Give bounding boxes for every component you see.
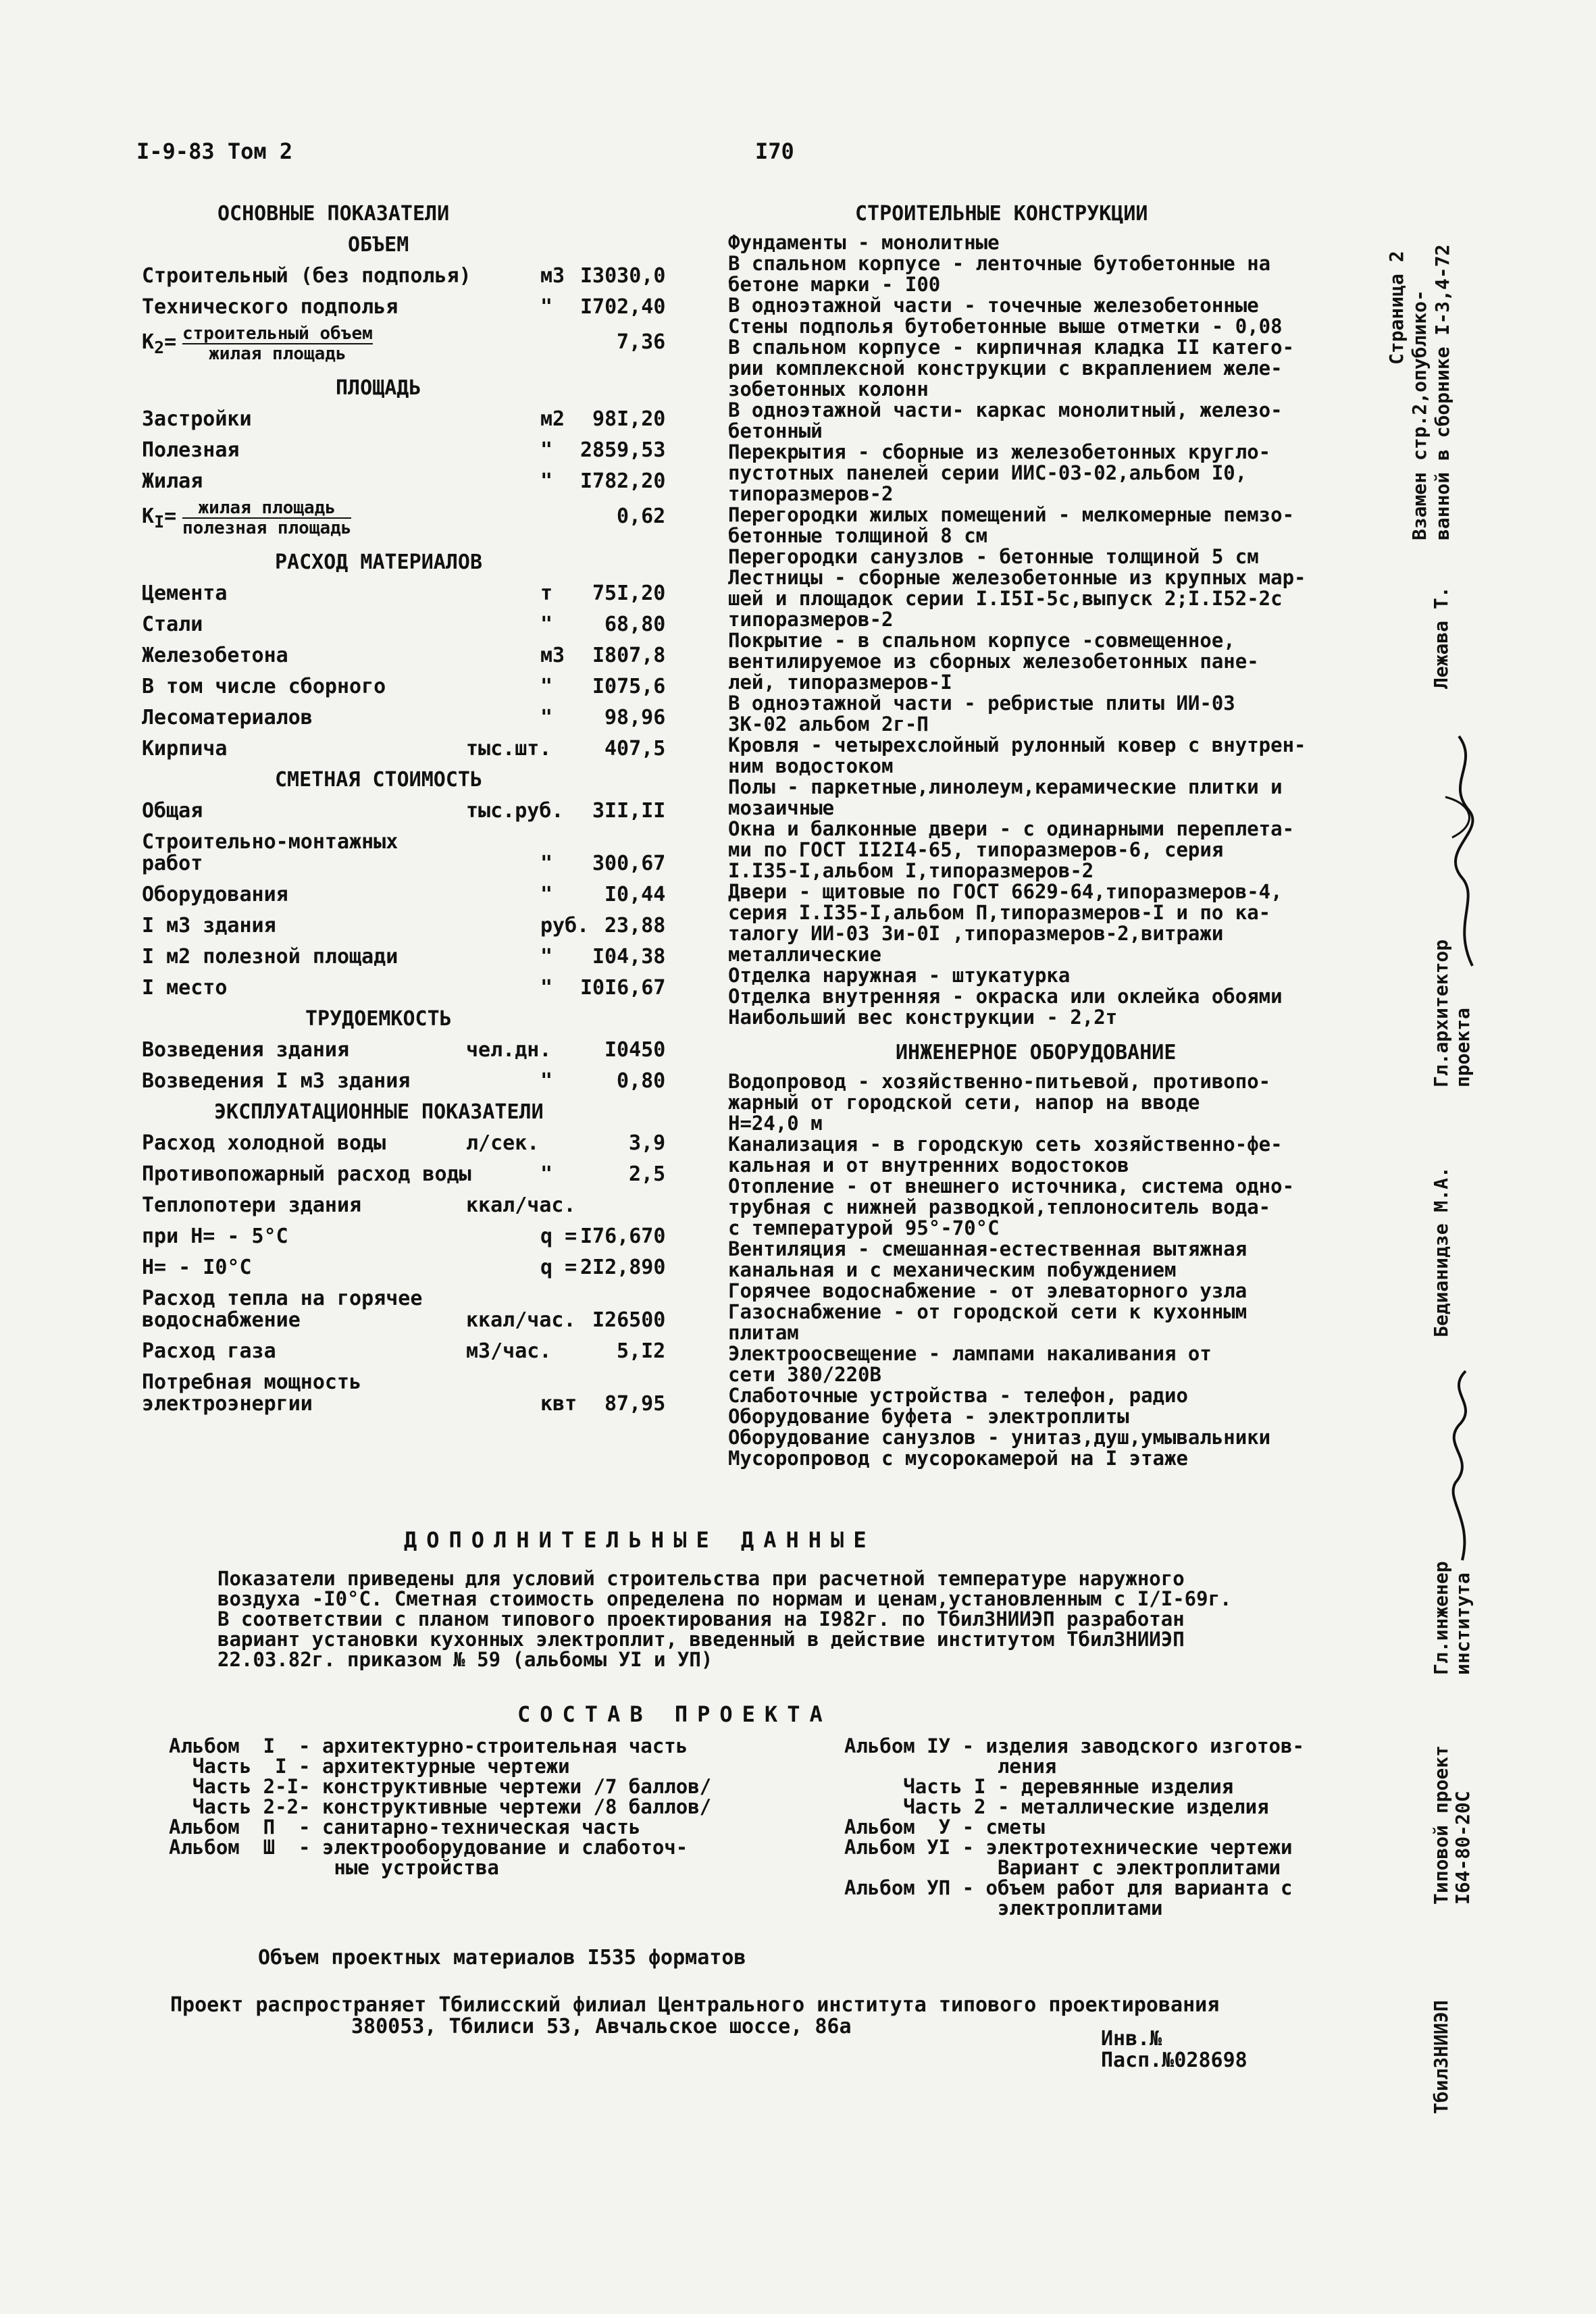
section-heading: СМЕТНАЯ СТОИМОСТЬ [275,768,483,792]
architect-signature [1432,723,1493,979]
row-label: I место [142,976,228,1000]
volume-text: Объем проектных материалов I535 форматов [258,1946,746,1970]
composition-right-line: Вариант с электроплитами [844,1856,1281,1879]
coefficient-prefix: К [142,330,155,354]
construction-line: металлические [728,943,881,966]
construction-line: Кровля - четырехслойный рулонный ковер с внутрен- [728,734,1306,756]
additional-line: вариант установки кухонных электроплит, введенный в действие институтом ТбилЗНИИЭП [217,1628,1185,1651]
row-label: Жилая [142,469,203,493]
row-label: Расход газа [142,1339,276,1363]
row-value: 5,I2 [617,1339,666,1363]
row-label: Н= - I0°С [142,1256,252,1279]
row-unit: " [540,675,553,698]
section-heading: ТРУДОЕМКОСТЬ [305,1007,452,1031]
row-label: Оборудования [142,883,288,906]
composition-left-line: Часть I - архитектурные чертежи [169,1755,570,1778]
row-value: 2,5 [629,1162,666,1186]
composition-right-line: Альбом УП - объем работ для варианта с [844,1876,1293,1899]
row-label: Технического подполья [142,295,398,319]
row-value: 23,88 [604,914,666,937]
row-value: I0450 [604,1038,666,1062]
row-label: Стали [142,613,203,636]
row-unit: тыс.шт. [466,737,552,761]
row-value: I76,670 [580,1225,666,1248]
row-unit: м3/час. [466,1339,552,1363]
construction-line: Перегородки санузлов - бетонные толщиной 5 см [728,545,1259,568]
row-label: Возведения I м3 здания [142,1069,411,1093]
row-label: Расход тепла на горячее [142,1287,423,1310]
construction-line: Отделка наружная - штукатурка [728,964,1071,987]
row-value: 98,96 [604,706,666,729]
sidebar-project-2: I64-80-20С [1451,1791,1474,1905]
row-label: Возведения здания [142,1038,350,1062]
additional-line: Показатели приведены для условий строительства при расчетной температуре наружного [217,1567,1185,1590]
construction-line: В одноэтажной части - точечные железобетонные [728,294,1259,317]
composition-right-line: электроплитами [844,1897,1163,1920]
row-value: I26500 [592,1308,666,1332]
construction-line: мозаичные [728,796,835,819]
section-heading: ЭКСПЛУАТАЦИОННЫЕ ПОКАЗАТЕЛИ [214,1100,544,1124]
row-label: при Н= - 5°С [142,1225,288,1248]
equipment-line: Газоснабжение - от городской сети к кухонным [728,1300,1247,1323]
row-value: 3,9 [629,1131,666,1155]
row-unit: " [540,613,553,636]
construction-line: В спальном корпусе - кирпичная кладка II катего- [728,336,1295,359]
equipment-line: Оборудование буфета - электроплиты [728,1405,1129,1428]
distributor-line1: Проект распространяет Тбилисский филиал Центрального института типового проектирования [170,1993,1220,2017]
row-value: 75I,20 [592,582,666,605]
row-value: 407,5 [604,737,666,761]
row-unit: " [540,883,553,906]
row-unit: м2 [540,407,565,431]
construction-line: Окна и балконные двери - с одинарными переплета- [728,817,1295,840]
sidebar-org: ТбилЗНИИЭП [1430,2000,1452,2114]
row-value: 2859,53 [580,438,666,462]
row-value: 68,80 [604,613,666,636]
construction-line: типоразмеров-2 [728,482,894,505]
row-value: I0,44 [604,883,666,906]
row-value: I04,38 [592,945,666,969]
doc-series: I-9-83 Том 2 [136,138,293,164]
row-label: Цемента [142,582,228,605]
row-label-2: работ [142,852,203,875]
row-unit: " [540,706,553,729]
construction-line: пустотных панелей серии ИИС-03-02,альбом I0, [728,461,1247,484]
row-value: 3II,II [592,799,666,823]
row-label: Строительно-монтажных [142,830,398,854]
equipment-line: Отопление - от внешнего источника, система одно- [728,1175,1295,1198]
row-label: Противопожарный расход воды [142,1162,471,1186]
row-unit: руб. [540,914,590,937]
row-unit: " [540,469,553,493]
construction-line: ЗК-02 альбом 2г-П [728,713,929,736]
sidebar-replace-2: ванной в сборнике I-3,4-72 [1431,244,1453,540]
row-value: I782,20 [580,469,666,493]
additional-line: В соответствии с планом типового проектирования на I982г. по ТбилЗНИИЭП разработан [217,1608,1185,1630]
sidebar-arch-name: Лежава Т. [1430,586,1452,689]
construction-line: типоразмеров-2 [728,608,894,631]
coefficient-symbol: $К_I=$ [142,505,177,532]
coefficient-prefix: К [142,505,155,528]
composition-right-line: Альбом УI - электротехнические чертежи [844,1836,1293,1859]
construction-line: ми по ГОСТ II2I4-65, типоразмеров-6, серия [728,838,1224,861]
row-label: Строительный (без подполья) [142,264,471,288]
coefficient-symbol: $К_2=$ [142,330,177,357]
construction-line: I.I35-I,альбом I,типоразмеров-2 [728,859,1094,882]
construction-line: серия I.I35-I,альбом П,типоразмеров-I и по ка- [728,901,1271,924]
row-label: I м2 полезной площади [142,945,398,969]
equipment-line: кальная и от внутренних водостоков [728,1154,1129,1177]
row-unit: ккал/час. [466,1193,576,1217]
row-unit: " [540,438,553,462]
sidebar-eng-name: Бедианидзе М.А. [1430,1166,1452,1337]
composition-right-line: Альбом IУ - изделия заводского изготов- [844,1734,1304,1757]
row-value: 87,95 [604,1392,666,1416]
equipment-line: Горячее водоснабжение - от элеваторного узла [728,1279,1247,1302]
row-value: 98I,20 [592,407,666,431]
sidebar-eng-role-2: института [1451,1572,1474,1675]
construction-line: Перегородки жилых помещений - мелкомерные пемзо- [728,503,1295,526]
row-unit: квт [540,1392,577,1416]
row-unit: чел.дн. [466,1038,552,1062]
construction-line: талогу ИИ-03 3и-0I ,типоразмеров-2,витражи [728,922,1224,945]
coefficient-fraction [182,498,351,538]
row-unit: q = [540,1225,577,1248]
distributor-line2: 380053, Тбилиси 53, Авчальское шоссе, 86а [351,2015,852,2038]
construction-line: зобетонных колонн [728,378,929,401]
row-label: Застройки [142,407,252,431]
construction-line: Покрытие - в спальном корпусе -совмещенное, [728,629,1235,652]
construction-line: бетонные толщиной 8 см [728,524,988,547]
equipment-line: Вентиляция - смешанная-естественная вытяжная [728,1237,1247,1260]
fraction-numerator: жилая площадь [182,498,351,519]
row-label: Железобетона [142,644,288,667]
row-unit: " [540,945,553,969]
inventory-number: Инв.№ [1101,2027,1162,2051]
equipment-line: Слаботочные устройства - телефон, радио [728,1384,1188,1407]
composition-right-line: Часть 2 - металлические изделия [844,1795,1269,1818]
sidebar-replace-1: Взамен стр.2,опублико- [1408,290,1431,540]
construction-line: шей и площадок серии I.I5I-5с,выпуск 2;I.I52-2с [728,587,1283,610]
sidebar-arch-role-1: Гл.архитектор [1430,939,1452,1087]
row-value: I3030,0 [580,264,666,288]
construction-line: В спальном корпусе - ленточные бутобетонные на [728,252,1271,275]
construction-line: В одноэтажной части - ребристые плиты ИИ-03 [728,692,1235,715]
construction-line: В одноэтажной части- каркас монолитный, железо- [728,398,1283,421]
row-unit: л/сек. [466,1131,540,1155]
row-label: Кирпича [142,737,228,761]
construction-line: Наибольший вес конструкции - 2,2т [728,1006,1118,1029]
equipment-line: Оборудование санузлов - унитаз,душ,умывальники [728,1426,1271,1449]
fraction-numerator: строительный объем [182,324,373,344]
composition-left-line: Альбом I - архитектурно-строительная часть [169,1734,688,1757]
composition-right-line: Альбом У - сметы [844,1816,1045,1839]
indicators-title: ОСНОВНЫЕ ПОКАЗАТЕЛИ [217,202,450,226]
composition-left-line: Часть 2-I- конструктивные чертежи /7 баллов/ [169,1775,712,1798]
construction-line: бетонный [728,419,823,442]
construction-line: Двери - щитовые по ГОСТ 6629-64,типоразмеров-4, [728,880,1283,903]
equipment-line: с температурой 95°-70°С [728,1216,1000,1239]
composition-right-line: ления [844,1755,1057,1778]
row-label: Расход холодной воды [142,1131,386,1155]
equipment-line: Электроосвещение - лампами накаливания от [728,1342,1212,1365]
construction-line: вентилируемое из сборных железобетонных пане- [728,650,1259,673]
row-unit: " [540,295,553,319]
construction-line: Лестницы - сборные железобетонные из крупных мар- [728,566,1306,589]
equipment-title: ИНЖЕНЕРНОЕ ОБОРУДОВАНИЕ [896,1041,1177,1064]
sidebar-eng-role-1: Гл.инженер [1430,1561,1452,1675]
construction-line: Отделка внутренняя - окраска или оклейка обоями [728,985,1283,1008]
section-heading: ОБЪЕМ [348,233,409,257]
row-unit: " [540,852,553,875]
row-label: I м3 здания [142,914,276,937]
row-label: Общая [142,799,203,823]
composition-right-line: Часть I - деревянные изделия [844,1775,1234,1798]
equipment-line: трубная с нижней разводкой,теплоноситель вода- [728,1195,1271,1218]
composition-left-line: ные устройства [169,1856,499,1879]
equipment-line: Мусоропровод с мусорокамерой на I этаже [728,1447,1188,1470]
construction-line: Полы - паркетные,линолеум,керамические плитки и [728,775,1283,798]
row-unit: м3 [540,264,565,288]
sidebar-arch-role-2: проекта [1451,1007,1474,1087]
row-value: 2I2,890 [580,1256,666,1279]
row-unit: т [540,582,553,605]
additional-title: ДОПОЛНИТЕЛЬНЫЕ ДАННЫЕ [404,1527,876,1553]
coefficient-value: 0,62 [617,505,666,528]
row-unit: м3 [540,644,565,667]
construction-line: лей, типоразмеров-I [728,671,952,694]
row-label: В том числе сборного [142,675,386,698]
fraction-denominator: полезная площадь [182,518,352,538]
engineer-signature [1432,1364,1493,1567]
coefficient-fraction [182,324,373,363]
equipment-line: сети 380/220В [728,1363,881,1386]
equipment-line: Водопровод - хозяйственно-питьевой, противопо- [728,1070,1271,1093]
row-unit: ккал/час. [466,1308,576,1332]
page-number: I70 [755,138,794,164]
construction-line: Перекрытия - сборные из железобетонных кругло- [728,440,1271,463]
row-label: Лесоматериалов [142,706,313,729]
row-value: 300,67 [592,852,666,875]
coefficient-subscript: 2 [154,338,165,357]
additional-line: воздуха -I0°С. Сметная стоимость определена по нормам и ценам,установленным с I/I-69г. [217,1587,1232,1610]
composition-left-line: Часть 2-2- конструктивные чертежи /8 баллов/ [169,1795,712,1818]
equipment-line: канальная и с механическим побуждением [728,1258,1177,1281]
composition-left-line: Альбом П - санитарно-техническая часть [169,1816,641,1839]
coefficient-value: 7,36 [617,330,666,354]
construction-line: бетоне марки - I00 [728,273,941,296]
construction-line: рии комплексной конструкции с вкраплением желе- [728,357,1283,380]
constructions-title: СТРОИТЕЛЬНЫЕ КОНСТРУКЦИИ [855,202,1148,226]
equipment-line: Канализация - в городскую сеть хозяйственно-фе- [728,1133,1283,1156]
row-label: Потребная мощность [142,1370,362,1394]
section-heading: ПЛОЩАДЬ [336,376,421,400]
row-unit: " [540,1162,553,1186]
passport-number: Пасп.№028698 [1101,2049,1247,2072]
coefficient-subscript: I [154,512,165,532]
additional-line: 22.03.82г. приказом № 59 (альбомы УI и УП) [217,1648,713,1671]
row-value: I807,8 [592,644,666,667]
construction-line: ним водостоком [728,754,894,777]
sidebar-project-1: Типовой проект [1430,1745,1452,1905]
row-unit: q = [540,1256,577,1279]
row-value: I702,40 [580,295,666,319]
equipment-line: Н=24,0 м [728,1112,823,1135]
row-label-2: электроэнергии [142,1392,313,1416]
row-value: I0I6,67 [580,976,666,1000]
section-heading: РАСХОД МАТЕРИАЛОВ [275,550,483,574]
equipment-line: жарный от городской сети, напор на вводе [728,1091,1200,1114]
composition-title: СОСТАВ ПРОЕКТА [517,1701,832,1727]
sidebar-page-label: Страница 2 [1385,251,1408,365]
row-value: I075,6 [592,675,666,698]
row-value: 0,80 [617,1069,666,1093]
row-unit: " [540,1069,553,1093]
row-label-2: водоснабжение [142,1308,301,1332]
row-label: Теплопотери здания [142,1193,362,1217]
composition-left-line: Альбом Ш - электрооборудование и слаботоч- [169,1836,688,1859]
row-unit: " [540,976,553,1000]
construction-line: Фундаменты - монолитные [728,231,1000,254]
row-label: Полезная [142,438,240,462]
construction-line: Стены подполья бутобетонные выше отметки - 0,08 [728,315,1283,338]
fraction-denominator: жилая площадь [209,344,346,364]
equipment-line: плитам [728,1321,799,1344]
row-unit: тыс.руб. [466,799,564,823]
